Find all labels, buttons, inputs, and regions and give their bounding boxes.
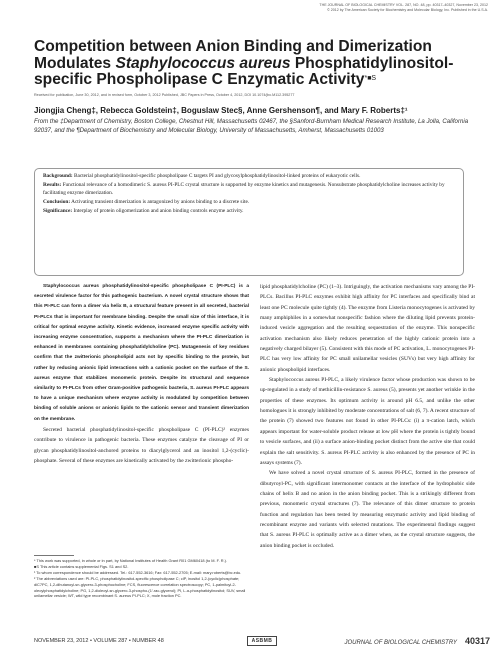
article-title (34, 39, 474, 89)
journal-name: JOURNAL OF BIOLOGICAL CHEMISTRY (344, 640, 457, 646)
abstract-label: Results: (43, 182, 62, 189)
structured-abstract (34, 168, 464, 276)
body-paragraph: We have solved a novel crystal structure of S. aureus PI-PLC, formed in the presence of dibutyroyl-PC, with significant intermonomer contacts at the interface of the hydrophobic side chains of helix B and no anion in the anion binding pocket. This is a strikingly different from previous, monomeric crystal structures (7). The relevance of this dimer structure to protein function and regulation has been tested by measuring enzymatic activity and lipid binding of recombinant enzyme and variants with selected mutations. The experimental findings suggest that S. aureus PI-PLC is optimally active as a dimer when, as the crystal structure suggests, the anion binding pocket is occluded. (260, 470, 475, 549)
copyright-line: © 2012 by The American Society for Biochemistry and Molecular Biology, Inc. Published in the U.S.A. (327, 8, 488, 12)
abstract-text: Bacterial phosphatidylinositol-specific phospholipase C targets PI and glycosylphosphatidylinositol-linked proteins of eukaryotic cells. (72, 173, 361, 179)
title-part-2: Phosphatidylinositol-specific Phospholipase C Enzymatic Activity (34, 54, 454, 89)
abstract-label: Background: (43, 173, 73, 179)
title-part-1: Competition between Anion Binding and Dimerization Modulates (34, 38, 432, 72)
abstract-background (43, 173, 455, 180)
abstract-conclusion (43, 199, 455, 206)
summary-paragraph: Staphylococcus aureus phosphatidylinositol-specific phospholipase C (PI-PLC) is a secreted virulence factor for this pathogenic bacterium. A novel crystal structure shows that this PI-PLC can form a dimer via helix B, a structural feature present in all secreted, bacterial PI-PLCs that is important for membrane binding. Despite the small size of this interface, it is critical for optimal enzyme activity. Kinetic evidence, increased enzyme specific activity with increasing enzyme concentration, supports a mechanism where the PI-PLC dimerization is enhanced in membranes containing phosphatidylcholine (PC). Mutagenesis of key residues confirm that the zwitterionic phospholipid acts not by specific binding to the protein, but rather by reducing anionic lipid interactions with a cationic pocket on the surface of the S. aureus enzyme that stabilizes monomeric protein. Despite its structural and sequence similarity to PI-PLCs from other Gram-positive pathogenic bacteria, S. aureus PI-PLC appears to have a unique mechanism where enzyme activity is modulated by competition between binding of soluble anions or anionic lipids to the cationic sensor and transient dimerization on the membrane. (34, 284, 249, 422)
page-number: 40317 (464, 636, 490, 646)
title-marks: *■S (364, 75, 377, 83)
footnote-correspondence: ¹ To whom correspondence should be addressed. Tel.: 617-552-3616; Fax: 617-552-2705; E-mail: mary.roberts@bc.edu. (34, 569, 242, 575)
journal-citation-line: THE JOURNAL OF BIOLOGICAL CHEMISTRY VOL. 287, NO. 48, pp. 40317–40327, November 23, 2012 (319, 3, 488, 7)
affiliations: From the ‡Department of Chemistry, Boston College, Chestnut Hill, Massachusetts 02467, the §Sanford-Burnham Medical Research Institute, La Jolla, California 92037, and the ¶Department of Biochemistry and Molecular Biology, University of Massachusetts, Amherst, Massachusetts 01003 (34, 118, 469, 135)
body-paragraph: Staphylococcus aureus PI-PLC, a likely virulence factor whose production was shown to be up-regulated in a study of methicillin-resistance S. aureus (5), presents yet another wrinkle in the properties of these enzymes. Its optimum activity is around pH 6.5, and unlike the other homologues it is strongly inhibited by moderate concentrations of salt (6, 7). A recent structure of the protein (7) showed two features not found in other PI-PLCs: (i) a π-cation latch, which appears important for water-soluble product release at low pH where the protein is tightly bound to vesicle surfaces, and (ii) a surface anion-binding pocket distinct from the active site that could explain the salt sensitivity. S. aureus PI-PLC activity is also enhanced by the presence of PC in assays systems (7). (260, 377, 475, 466)
right-column (260, 282, 475, 551)
journal-header (248, 3, 488, 13)
abstract-results (43, 182, 455, 197)
footnote-divider (34, 555, 74, 556)
abstract-label: Significance: (43, 208, 73, 215)
footnote-abbreviations: ² The abbreviations used are: PI-PLC, phosphatidylinositol-specific phospholipase C; cIP, inositol 1,2-(cyclic)phosphate; diC7PC, 1,2-dihutanoyl-sn-glycero-3-phosphocholine; FCS, fluorescence correlation spectroscopy; PC, 1-palmitoyl-2-oleoylphosphatidylcholine; PG, 1,2-dioleoyl-sn-glycero-3-phospho-(1′-rac-glycerol); PI, L-α-phosphatidylinositol; SUV, small unilamellar vesicle; WT, wild type recombinant S. aureus PI-PLC; X, mole fraction PC. (34, 575, 246, 599)
body-paragraph: lipid phosphatidylcholine (PC) (1–3). Intriguingly, the activation mechanisms vary among the PI-PLCs. Bacillus PI-PLC enzymes exhibit high affinity for PC interfaces and specifically bind at least one PC molecule quite tightly (4). The enzyme from Listeria monocytogenes is activated by many amphiphiles in a somewhat nonspecific fashion where the diluting lipid prevents protein-induced vesicle aggregation and the resulting sequestration of the enzyme. This nonspecific activation mechanism also likely reduces penetration of the highly cationic protein into a negatively charged bilayer (5). Consistent with this mode of PC activation, L. monocytogenes PI-PLC has very low affinity for PC small unilamellar vesicles (SUVs) but very high affinity for anionic phospholipid interfaces. (260, 284, 475, 373)
abstract-text: Activating transient dimerization is antagonized by anions binding to a discrete site. (70, 198, 250, 205)
footnote-supplement: ■S This article contains supplemental Figs. S1 and S2. (34, 563, 129, 569)
left-column (34, 282, 249, 466)
author-list: Jiongjia Cheng‡, Rebecca Goldstein‡, Boguslaw Stec§, Anne Gershenson¶, and Mary F. Roberts‡¹ (34, 106, 408, 115)
abstract-significance (43, 208, 455, 215)
intro-paragraph: Secreted bacterial phosphatidylinositol-specific phospholipase C (PI-PLC)² enzymes contribute to virulence in pathogenic bacteria. These enzymes catalyze the cleavage of PI or glycan phosphatidylinositol-anchored proteins to diacylglycerol and an inositol 1,2-(cyclic)-phosphate. Several of these enzymes are kinetically activated by the zwitterionic phospho- (34, 426, 249, 464)
footnote-funding: * This work was supported, in whole or in part, by National Institutes of Health Grant R01 GM60418 (to M. F. R.). (34, 558, 228, 563)
asbmb-logo: ASBMB (247, 636, 277, 646)
page-footer (34, 635, 490, 649)
title-organism: Staphylococcus aureus (115, 54, 291, 72)
journal-name-and-page (344, 636, 490, 646)
received-line: Received for publication, June 30, 2012, and in revised form, October 3, 2012 Published, JBC Papers in Press, October 4, 2012, DOI 10.1074/jbc.M112.395277 (34, 93, 295, 97)
footnotes (34, 558, 249, 599)
abstract-text: Functional relevance of a homodimeric S. aureus PI-PLC crystal structure is supported by enzyme kinetics and mutagenesis. Nonsubstrate phosphatidylcholine increases activity by facilitating enzyme dimerization. (43, 182, 445, 196)
issue-info: NOVEMBER 23, 2012 • VOLUME 287 • NUMBER 48 (34, 638, 164, 644)
abstract-text: Interplay of protein oligomerization and anion binding controls enzyme activity. (72, 208, 244, 215)
abstract-label: Conclusion: (43, 198, 71, 205)
